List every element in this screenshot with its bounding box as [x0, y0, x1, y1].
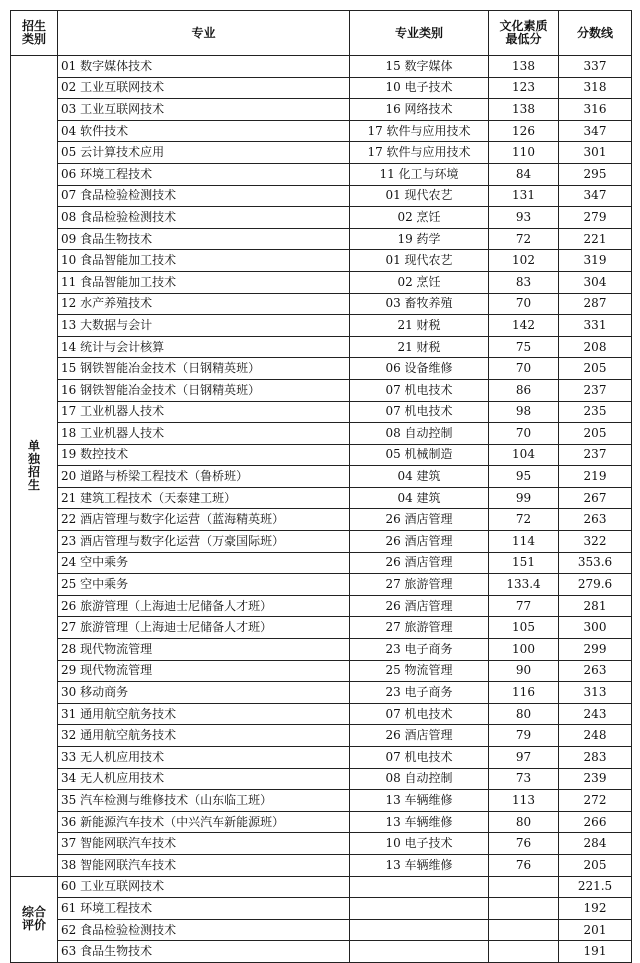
major-type-cell: 02 烹饪	[350, 207, 489, 229]
min-culture-score-cell: 80	[489, 811, 559, 833]
major-cell: 06 环境工程技术	[58, 163, 350, 185]
table-row	[11, 293, 632, 315]
major-cell: 11 食品智能加工技术	[58, 271, 350, 293]
major-type-cell: 10 电子技术	[350, 833, 489, 855]
cutoff-score-cell: 208	[559, 336, 632, 358]
cutoff-score-cell: 266	[559, 811, 632, 833]
cutoff-score-cell: 304	[559, 271, 632, 293]
major-cell: 17 工业机器人技术	[58, 401, 350, 423]
min-culture-score-cell: 72	[489, 509, 559, 531]
table-row	[11, 163, 632, 185]
major-type-cell: 23 电子商务	[350, 639, 489, 661]
cutoff-score-cell: 272	[559, 790, 632, 812]
major-cell: 20 道路与桥梁工程技术（鲁桥班）	[58, 466, 350, 488]
cutoff-score-cell: 299	[559, 639, 632, 661]
cutoff-score-cell: 319	[559, 250, 632, 272]
major-cell: 33 无人机应用技术	[58, 747, 350, 769]
group-label-line: 生	[27, 477, 40, 492]
cutoff-score-cell: 347	[559, 120, 632, 142]
cutoff-score-cell: 205	[559, 423, 632, 445]
major-cell: 10 食品智能加工技术	[58, 250, 350, 272]
group-label-line: 招	[27, 464, 40, 479]
table-row	[11, 639, 632, 661]
table-row	[11, 595, 632, 617]
min-culture-score-cell	[489, 898, 559, 920]
header-major: 专业	[58, 11, 350, 56]
major-type-cell: 11 化工与环境	[350, 163, 489, 185]
major-type-cell: 08 自动控制	[350, 423, 489, 445]
major-cell: 31 通用航空航务技术	[58, 703, 350, 725]
table-row	[11, 207, 632, 229]
table-row	[11, 833, 632, 855]
major-type-cell: 27 旅游管理	[350, 617, 489, 639]
cutoff-score-cell: 279	[559, 207, 632, 229]
min-culture-score-cell: 104	[489, 444, 559, 466]
cutoff-score-cell: 191	[559, 941, 632, 963]
major-type-cell: 13 车辆维修	[350, 811, 489, 833]
table-row	[11, 919, 632, 941]
major-cell: 29 现代物流管理	[58, 660, 350, 682]
major-type-cell: 04 建筑	[350, 487, 489, 509]
cutoff-score-cell: 201	[559, 919, 632, 941]
cutoff-score-cell: 235	[559, 401, 632, 423]
table-row	[11, 401, 632, 423]
cutoff-score-cell: 263	[559, 660, 632, 682]
table-row	[11, 790, 632, 812]
cutoff-score-cell: 322	[559, 531, 632, 553]
cutoff-score-cell: 248	[559, 725, 632, 747]
major-type-cell: 10 电子技术	[350, 77, 489, 99]
table-row	[11, 228, 632, 250]
major-cell: 27 旅游管理（上海迪士尼储备人才班）	[58, 617, 350, 639]
major-cell: 60 工业互联网技术	[58, 876, 350, 898]
major-cell: 01 数字媒体技术	[58, 56, 350, 78]
major-type-cell: 23 电子商务	[350, 682, 489, 704]
table-row	[11, 336, 632, 358]
min-culture-score-cell: 99	[489, 487, 559, 509]
min-culture-score-cell: 70	[489, 358, 559, 380]
min-culture-score-cell: 138	[489, 56, 559, 78]
major-type-cell: 07 机电技术	[350, 379, 489, 401]
table-row	[11, 423, 632, 445]
min-culture-score-cell: 84	[489, 163, 559, 185]
min-culture-score-cell: 98	[489, 401, 559, 423]
min-culture-score-cell: 73	[489, 768, 559, 790]
cutoff-score-cell: 279.6	[559, 574, 632, 596]
major-cell: 34 无人机应用技术	[58, 768, 350, 790]
min-culture-score-cell: 105	[489, 617, 559, 639]
major-type-cell: 26 酒店管理	[350, 531, 489, 553]
group-label-line: 评价	[21, 918, 46, 933]
min-culture-score-cell: 72	[489, 228, 559, 250]
min-culture-score-cell: 80	[489, 703, 559, 725]
major-cell: 25 空中乘务	[58, 574, 350, 596]
major-cell: 14 统计与会计核算	[58, 336, 350, 358]
table-row	[11, 552, 632, 574]
table-row	[11, 185, 632, 207]
cutoff-score-cell: 263	[559, 509, 632, 531]
group-label	[11, 56, 58, 877]
major-type-cell: 02 烹饪	[350, 271, 489, 293]
table-row	[11, 747, 632, 769]
min-culture-score-cell: 102	[489, 250, 559, 272]
major-type-cell: 07 机电技术	[350, 703, 489, 725]
min-culture-score-cell: 70	[489, 423, 559, 445]
group-label	[11, 876, 58, 962]
table-row	[11, 725, 632, 747]
cutoff-score-cell: 239	[559, 768, 632, 790]
major-cell: 19 数控技术	[58, 444, 350, 466]
major-cell: 12 水产养殖技术	[58, 293, 350, 315]
major-type-cell: 05 机械制造	[350, 444, 489, 466]
major-cell: 61 环境工程技术	[58, 898, 350, 920]
major-cell: 09 食品生物技术	[58, 228, 350, 250]
major-type-cell	[350, 919, 489, 941]
cutoff-score-cell: 331	[559, 315, 632, 337]
admission-score-table	[10, 10, 632, 963]
major-cell: 38 智能网联汽车技术	[58, 854, 350, 876]
major-cell: 08 食品检验检测技术	[58, 207, 350, 229]
major-type-cell: 07 机电技术	[350, 401, 489, 423]
major-type-cell: 08 自动控制	[350, 768, 489, 790]
major-type-cell	[350, 876, 489, 898]
table-row	[11, 120, 632, 142]
major-cell: 21 建筑工程技术（天泰建工班）	[58, 487, 350, 509]
group-label-line: 单	[27, 438, 40, 453]
table-row	[11, 271, 632, 293]
major-cell: 24 空中乘务	[58, 552, 350, 574]
major-type-cell: 16 网络技术	[350, 99, 489, 121]
table-row	[11, 811, 632, 833]
major-type-cell: 21 财税	[350, 315, 489, 337]
major-cell: 13 大数据与会计	[58, 315, 350, 337]
min-culture-score-cell: 75	[489, 336, 559, 358]
table-row	[11, 358, 632, 380]
min-culture-score-cell: 79	[489, 725, 559, 747]
major-cell: 04 软件技术	[58, 120, 350, 142]
major-type-cell: 01 现代农艺	[350, 250, 489, 272]
header-min-culture-score: 文化素质 最低分	[489, 11, 559, 56]
major-cell: 03 工业互联网技术	[58, 99, 350, 121]
min-culture-score-cell: 138	[489, 99, 559, 121]
major-type-cell: 15 数字媒体	[350, 56, 489, 78]
major-type-cell: 04 建筑	[350, 466, 489, 488]
major-cell: 22 酒店管理与数字化运营（蓝海精英班）	[58, 509, 350, 531]
min-culture-score-cell: 90	[489, 660, 559, 682]
min-culture-score-cell: 97	[489, 747, 559, 769]
major-cell: 15 钢铁智能冶金技术（日钢精英班）	[58, 358, 350, 380]
table-row	[11, 703, 632, 725]
table-row	[11, 876, 632, 898]
min-culture-score-cell	[489, 876, 559, 898]
major-type-cell: 17 软件与应用技术	[350, 120, 489, 142]
table-row	[11, 487, 632, 509]
table-row	[11, 250, 632, 272]
major-type-cell: 07 机电技术	[350, 747, 489, 769]
table-row	[11, 315, 632, 337]
table-row	[11, 444, 632, 466]
min-culture-score-cell: 123	[489, 77, 559, 99]
cutoff-score-cell: 300	[559, 617, 632, 639]
cutoff-score-cell: 237	[559, 444, 632, 466]
major-type-cell: 06 设备维修	[350, 358, 489, 380]
min-culture-score-cell: 114	[489, 531, 559, 553]
min-culture-score-cell: 86	[489, 379, 559, 401]
table-row	[11, 56, 632, 78]
header-major-type: 专业类别	[350, 11, 489, 56]
table-row	[11, 509, 632, 531]
major-cell: 26 旅游管理（上海迪士尼储备人才班）	[58, 595, 350, 617]
table-row	[11, 574, 632, 596]
header-category: 招生 类别	[11, 11, 58, 56]
major-type-cell: 26 酒店管理	[350, 725, 489, 747]
group-label-line: 独	[27, 451, 40, 466]
header-cutoff-score: 分数线	[559, 11, 632, 56]
table-row	[11, 682, 632, 704]
cutoff-score-cell: 287	[559, 293, 632, 315]
cutoff-score-cell: 295	[559, 163, 632, 185]
min-culture-score-cell: 110	[489, 142, 559, 164]
cutoff-score-cell: 347	[559, 185, 632, 207]
major-type-cell: 25 物流管理	[350, 660, 489, 682]
min-culture-score-cell: 100	[489, 639, 559, 661]
cutoff-score-cell: 221	[559, 228, 632, 250]
cutoff-score-cell: 205	[559, 358, 632, 380]
min-culture-score-cell: 95	[489, 466, 559, 488]
min-culture-score-cell	[489, 941, 559, 963]
major-type-cell: 01 现代农艺	[350, 185, 489, 207]
major-type-cell: 17 软件与应用技术	[350, 142, 489, 164]
major-type-cell: 19 药学	[350, 228, 489, 250]
cutoff-score-cell: 267	[559, 487, 632, 509]
cutoff-score-cell: 219	[559, 466, 632, 488]
table-row	[11, 99, 632, 121]
min-culture-score-cell: 151	[489, 552, 559, 574]
table-row	[11, 379, 632, 401]
table-row	[11, 898, 632, 920]
major-cell: 28 现代物流管理	[58, 639, 350, 661]
cutoff-score-cell: 281	[559, 595, 632, 617]
cutoff-score-cell: 318	[559, 77, 632, 99]
table-body	[11, 56, 632, 963]
major-type-cell	[350, 898, 489, 920]
major-cell: 37 智能网联汽车技术	[58, 833, 350, 855]
table-row	[11, 768, 632, 790]
major-cell: 02 工业互联网技术	[58, 77, 350, 99]
table-row	[11, 77, 632, 99]
major-cell: 36 新能源汽车技术（中兴汽车新能源班）	[58, 811, 350, 833]
major-cell: 62 食品检验检测技术	[58, 919, 350, 941]
min-culture-score-cell: 83	[489, 271, 559, 293]
major-type-cell: 26 酒店管理	[350, 509, 489, 531]
cutoff-score-cell: 283	[559, 747, 632, 769]
table-row	[11, 617, 632, 639]
major-cell: 32 通用航空航务技术	[58, 725, 350, 747]
cutoff-score-cell: 221.5	[559, 876, 632, 898]
min-culture-score-cell: 77	[489, 595, 559, 617]
major-type-cell: 03 畜牧养殖	[350, 293, 489, 315]
major-type-cell: 26 酒店管理	[350, 595, 489, 617]
min-culture-score-cell: 116	[489, 682, 559, 704]
min-culture-score-cell: 133.4	[489, 574, 559, 596]
major-cell: 23 酒店管理与数字化运营（万豪国际班）	[58, 531, 350, 553]
major-cell: 63 食品生物技术	[58, 941, 350, 963]
cutoff-score-cell: 237	[559, 379, 632, 401]
cutoff-score-cell: 353.6	[559, 552, 632, 574]
major-type-cell: 21 财税	[350, 336, 489, 358]
min-culture-score-cell	[489, 919, 559, 941]
major-type-cell	[350, 941, 489, 963]
cutoff-score-cell: 316	[559, 99, 632, 121]
cutoff-score-cell: 243	[559, 703, 632, 725]
group-label-line: 综合	[21, 905, 46, 920]
min-culture-score-cell: 70	[489, 293, 559, 315]
min-culture-score-cell: 113	[489, 790, 559, 812]
major-cell: 35 汽车检测与维修技术（山东临工班）	[58, 790, 350, 812]
table-row	[11, 660, 632, 682]
min-culture-score-cell: 142	[489, 315, 559, 337]
table-row	[11, 941, 632, 963]
min-culture-score-cell: 131	[489, 185, 559, 207]
major-type-cell: 13 车辆维修	[350, 854, 489, 876]
min-culture-score-cell: 76	[489, 854, 559, 876]
major-cell: 05 云计算技术应用	[58, 142, 350, 164]
major-type-cell: 27 旅游管理	[350, 574, 489, 596]
header-row	[11, 11, 632, 56]
table-row	[11, 466, 632, 488]
cutoff-score-cell: 284	[559, 833, 632, 855]
table-row	[11, 854, 632, 876]
table-row	[11, 142, 632, 164]
cutoff-score-cell: 301	[559, 142, 632, 164]
table-row	[11, 531, 632, 553]
major-type-cell: 26 酒店管理	[350, 552, 489, 574]
min-culture-score-cell: 126	[489, 120, 559, 142]
cutoff-score-cell: 192	[559, 898, 632, 920]
cutoff-score-cell: 205	[559, 854, 632, 876]
major-cell: 30 移动商务	[58, 682, 350, 704]
min-culture-score-cell: 93	[489, 207, 559, 229]
major-type-cell: 13 车辆维修	[350, 790, 489, 812]
cutoff-score-cell: 337	[559, 56, 632, 78]
major-cell: 18 工业机器人技术	[58, 423, 350, 445]
min-culture-score-cell: 76	[489, 833, 559, 855]
major-cell: 16 钢铁智能冶金技术（日钢精英班）	[58, 379, 350, 401]
major-cell: 07 食品检验检测技术	[58, 185, 350, 207]
cutoff-score-cell: 313	[559, 682, 632, 704]
